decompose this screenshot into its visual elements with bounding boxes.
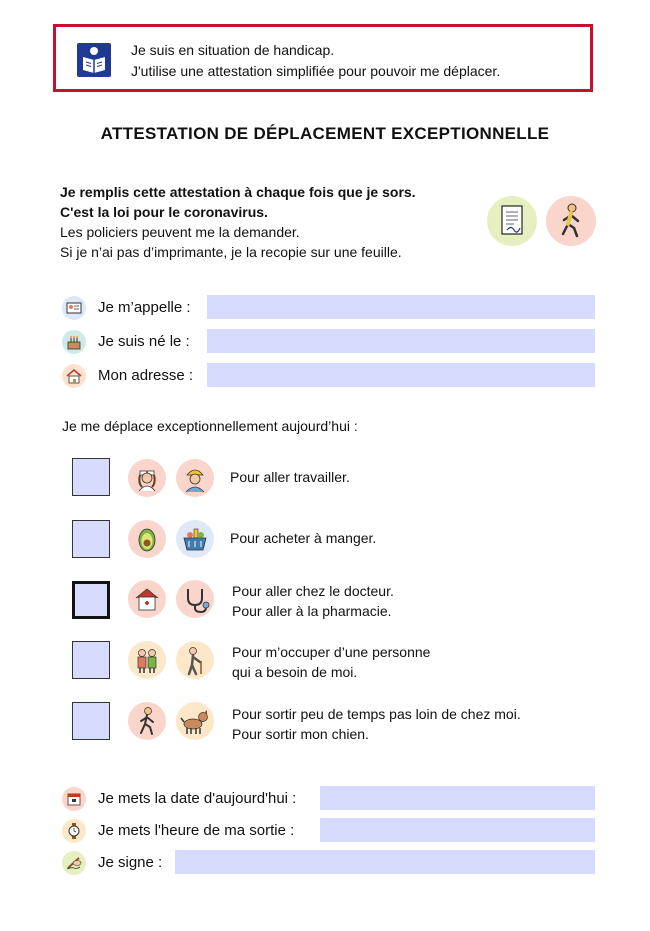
option-care-line-2: qui a besoin de moi. [232, 664, 358, 680]
accessibility-banner [53, 24, 593, 92]
checkbox-food[interactable] [72, 520, 110, 558]
option-food-line-1: Pour acheter à manger. [230, 530, 377, 546]
intro-text [60, 182, 416, 262]
id-card-icon [62, 296, 86, 320]
checkbox-walk[interactable] [72, 702, 110, 740]
time-field[interactable] [320, 818, 595, 842]
walking-icon [128, 702, 166, 740]
banner-line-1: Je suis en situation de handicap. [131, 42, 335, 58]
name-field[interactable] [207, 295, 595, 319]
family-icon [128, 641, 166, 679]
banner-line-2: J'utilise une attestation simplifiée pour pouvoir me déplacer. [131, 63, 501, 79]
reasons-intro: Je me déplace exceptionnellement aujourd’hui : [62, 418, 358, 434]
intro-line-4: Si je n’ai pas d’imprimante, je la recopie sur une feuille. [60, 244, 402, 260]
time-label: Je mets l'heure de ma sortie : [98, 822, 295, 839]
checkbox-work[interactable] [72, 458, 110, 496]
option-walk-line-2: Pour sortir mon chien. [232, 726, 369, 742]
signature-field[interactable] [175, 850, 595, 874]
birth-label: Je suis né le : [98, 333, 190, 350]
checkbox-care[interactable] [72, 641, 110, 679]
construction-worker-icon [176, 459, 214, 497]
address-field[interactable] [207, 363, 595, 387]
intro-bold-2: C'est la loi pour le coronavirus. [60, 204, 268, 220]
date-label: Je mets la date d'aujourd'hui : [98, 790, 297, 807]
home-icon [62, 364, 86, 388]
option-doctor-text [232, 581, 394, 621]
intro-line-3: Les policiers peuvent me la demander. [60, 224, 300, 240]
elderly-person-icon [176, 641, 214, 679]
option-work-text [230, 467, 350, 487]
banner-text [131, 40, 500, 82]
avocado-icon [128, 520, 166, 558]
dog-icon [176, 702, 214, 740]
name-label: Je m’appelle : [98, 299, 191, 316]
intro-bold-1: Je remplis cette attestation à chaque fois que je sors. [60, 184, 416, 200]
hospital-icon [128, 580, 166, 618]
option-walk-text [232, 704, 521, 744]
option-walk-line-1: Pour sortir peu de temps pas loin de chez moi. [232, 706, 521, 722]
nurse-icon [128, 459, 166, 497]
calendar-icon [62, 787, 86, 811]
option-doctor-line-2: Pour aller à la pharmacie. [232, 603, 392, 619]
sign-label: Je signe : [98, 854, 163, 871]
signing-hand-icon [62, 851, 86, 875]
option-work-line-1: Pour aller travailler. [230, 469, 350, 485]
birthday-cake-icon [62, 330, 86, 354]
address-label: Mon adresse : [98, 367, 194, 384]
birth-date-field[interactable] [207, 329, 595, 353]
watch-icon [62, 819, 86, 843]
option-care-text [232, 642, 430, 682]
easy-read-icon [77, 43, 111, 77]
stethoscope-icon [176, 580, 214, 618]
grocery-basket-icon [176, 520, 214, 558]
walking-person-icon [546, 196, 596, 246]
option-food-text [230, 528, 376, 548]
option-doctor-line-1: Pour aller chez le docteur. [232, 583, 394, 599]
document-icon [487, 196, 537, 246]
date-field[interactable] [320, 786, 595, 810]
option-care-line-1: Pour m’occuper d’une personne [232, 644, 431, 660]
checkbox-doctor[interactable] [72, 581, 110, 619]
page-title: ATTESTATION DE DÉPLACEMENT EXCEPTIONNELLE [100, 124, 550, 143]
